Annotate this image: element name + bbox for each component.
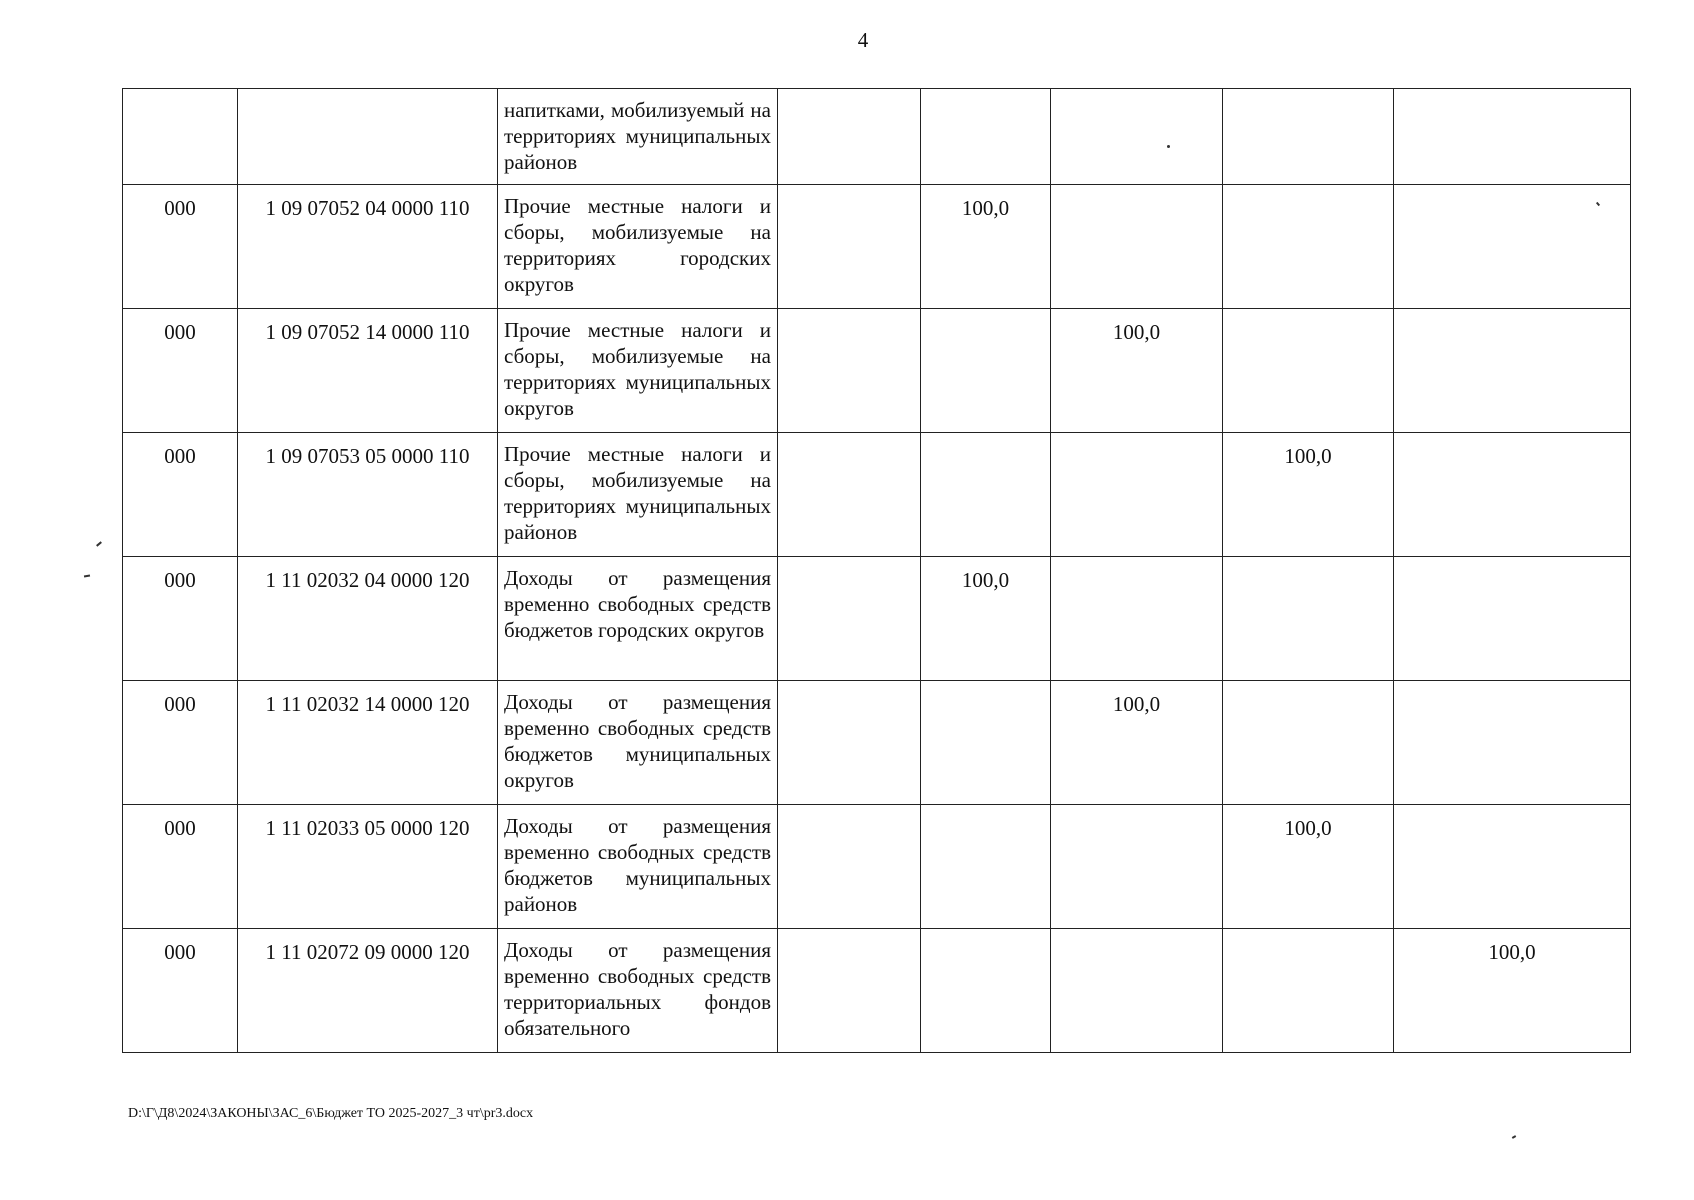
- budget-code-cell: 1 09 07052 14 0000 110: [238, 309, 498, 433]
- value-cell-1: [921, 433, 1051, 557]
- table-row: [123, 185, 1631, 309]
- empty-cell: [778, 433, 921, 557]
- value-cell-3: [1223, 557, 1394, 681]
- scan-mark: [96, 541, 102, 546]
- table-row: [123, 929, 1631, 1053]
- value-cell-3: [1223, 89, 1394, 185]
- budget-code-cell: 1 09 07053 05 0000 110: [238, 433, 498, 557]
- budget-code-cell: [238, 89, 498, 185]
- value-cell-4: [1394, 805, 1631, 929]
- value-cell-3: [1223, 929, 1394, 1053]
- value-cell-1: 100,0: [921, 557, 1051, 681]
- scan-mark: [1512, 1135, 1516, 1139]
- value-cell-4: [1394, 433, 1631, 557]
- income-name-cell: Доходы от размещения временно свободных средств бюджетов муниципальных районов: [498, 805, 778, 929]
- admin-code-cell: 000: [123, 433, 238, 557]
- value-cell-2: [1051, 433, 1223, 557]
- empty-cell: [778, 557, 921, 681]
- table-row: [123, 557, 1631, 681]
- value-cell-1: [921, 805, 1051, 929]
- value-cell-3: [1223, 185, 1394, 309]
- value-cell-1: [921, 89, 1051, 185]
- income-name-cell: Прочие местные налоги и сборы, мобилизуемые на территориях муниципальных округов: [498, 309, 778, 433]
- admin-code-cell: 000: [123, 309, 238, 433]
- empty-cell: [778, 309, 921, 433]
- empty-cell: [778, 805, 921, 929]
- income-name-cell: Прочие местные налоги и сборы, мобилизуемые на территориях городских округов: [498, 185, 778, 309]
- value-cell-1: [921, 309, 1051, 433]
- empty-cell: [778, 89, 921, 185]
- value-cell-3: 100,0: [1223, 433, 1394, 557]
- scan-mark: [84, 574, 90, 577]
- page-number: 4: [857, 28, 869, 52]
- income-name-cell: Доходы от размещения временно свободных средств бюджетов муниципальных округов: [498, 681, 778, 805]
- admin-code-cell: 000: [123, 557, 238, 681]
- value-cell-3: [1223, 681, 1394, 805]
- admin-code-cell: 000: [123, 805, 238, 929]
- value-cell-1: 100,0: [921, 185, 1051, 309]
- value-cell-2: 100,0: [1051, 681, 1223, 805]
- value-cell-4: [1394, 309, 1631, 433]
- income-name-cell: Доходы от размещения временно свободных средств бюджетов городских округов: [498, 557, 778, 681]
- table-row: [123, 89, 1631, 185]
- value-cell-4: 100,0: [1394, 929, 1631, 1053]
- value-cell-2: [1051, 805, 1223, 929]
- value-cell-4: [1394, 89, 1631, 185]
- income-name-cell: Прочие местные налоги и сборы, мобилизуемые на территориях муниципальных районов: [498, 433, 778, 557]
- income-name-cell: напитками, мобилизуемый на территориях муниципальных районов: [498, 89, 778, 185]
- empty-cell: [778, 185, 921, 309]
- table-row: [123, 805, 1631, 929]
- value-cell-2: [1051, 557, 1223, 681]
- empty-cell: [778, 929, 921, 1053]
- empty-cell: [778, 681, 921, 805]
- budget-code-cell: 1 11 02032 14 0000 120: [238, 681, 498, 805]
- value-cell-2: [1051, 185, 1223, 309]
- value-cell-1: [921, 681, 1051, 805]
- admin-code-cell: 000: [123, 185, 238, 309]
- value-cell-4: [1394, 681, 1631, 805]
- table-row: [123, 433, 1631, 557]
- table-row: [123, 681, 1631, 805]
- budget-code-cell: 1 11 02072 09 0000 120: [238, 929, 498, 1053]
- admin-code-cell: 000: [123, 929, 238, 1053]
- scan-mark: [1167, 145, 1170, 148]
- value-cell-2: [1051, 929, 1223, 1053]
- budget-code-cell: 1 09 07052 04 0000 110: [238, 185, 498, 309]
- income-name-cell: Доходы от размещения временно свободных средств территориальных фондов обязательного: [498, 929, 778, 1053]
- document-file-path: D:\Г\Д8\2024\ЗАКОНЫ\ЗАС_6\Бюджет ТО 2025-2027_3 чт\pr3.docx: [128, 1106, 534, 1121]
- value-cell-3: [1223, 309, 1394, 433]
- budget-code-cell: 1 11 02032 04 0000 120: [238, 557, 498, 681]
- value-cell-4: [1394, 557, 1631, 681]
- table-row: [123, 309, 1631, 433]
- value-cell-1: [921, 929, 1051, 1053]
- budget-table: [122, 88, 1631, 1053]
- value-cell-3: 100,0: [1223, 805, 1394, 929]
- value-cell-2: [1051, 89, 1223, 185]
- admin-code-cell: 000: [123, 681, 238, 805]
- value-cell-2: 100,0: [1051, 309, 1223, 433]
- admin-code-cell: [123, 89, 238, 185]
- budget-code-cell: 1 11 02033 05 0000 120: [238, 805, 498, 929]
